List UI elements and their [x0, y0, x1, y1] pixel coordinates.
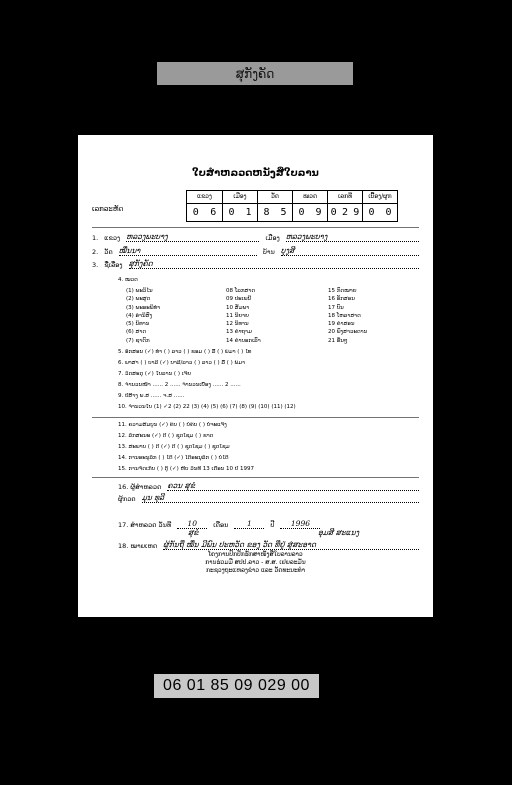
field-label: ແຂວງ [104, 234, 121, 242]
catalog-number: 06 01 85 09 029 00 [163, 677, 310, 694]
field-row-province [92, 231, 419, 242]
field-label: 16. ຜູ້ສຳຫລວດ [118, 483, 162, 491]
divider [92, 477, 419, 478]
form-row: 11. ຄວາມສົມບູນ (✓) ຄົບ ( ) ບໍ່ຄົບ ( ) ບໍ່ຈະແຈ້ງ [118, 422, 227, 428]
category-option: 19 ຄຳສອນ [328, 321, 355, 328]
code-cell [362, 191, 397, 221]
code-header: ວັດ [258, 191, 292, 204]
category-option: 13 ຄຳຖາມ [226, 329, 252, 336]
date-month: 1 [234, 519, 264, 529]
code-cell [292, 191, 327, 221]
form-row: 13. ສະພາບ ( ) ດີ (✓) ດີ ( ) ຊຸດໂຊມ ( ) ຊຸດໂຊມ [118, 444, 230, 450]
category-option: 20 ພົງສາວະດານ [328, 329, 368, 336]
catalog-number-label [154, 674, 319, 698]
code-digit: 0 [192, 207, 199, 218]
field-label: ຊື່ເລື່ອງ [104, 261, 123, 269]
code-digit: 9 [353, 207, 360, 218]
category-option: (3) ພະອະພິທຳ [126, 304, 161, 311]
field-label: ບ້ານ [262, 248, 275, 256]
section4-label: 4. ໝວດ [118, 277, 138, 283]
category-col-1 [126, 287, 160, 345]
category-option: 09 ປະເພນີ [226, 296, 252, 303]
code-value [293, 204, 327, 221]
form-row: 10. ຈຳນວນໃບ (1) ✓2 (2) 22 (3) (4) (5) (6) (7) (8) (9) (10) (11) (12) [118, 404, 296, 410]
checker-row [118, 492, 419, 503]
field-value: ຫລວງພະບາງ [126, 232, 259, 242]
remarks-value: ຜູ້ກັນຖື ໝື່ນ ມີພົນ ປະຫວັດ ຂອງ ວັດ ທີ່ຢູ່ ສູ່ສະອາດ [163, 540, 419, 550]
code-digit: 9 [315, 207, 322, 218]
code-header: ເລກທີ [328, 191, 362, 204]
category-option: (2) ພະສູດ [126, 296, 151, 303]
field-value: ໝື່ນນາ [119, 246, 257, 256]
field-label: ຜູ້ກວດ [118, 495, 136, 503]
code-grid [186, 190, 398, 222]
form-row: 6. ພາສາ ( ) ບາລີ (✓) ບາລີ/ລາວ ( ) ລາວ ( ) ລື້ ( ) ພົມາ [118, 360, 246, 366]
divider [92, 417, 419, 418]
category-option: (4) ອຳນິສົງ [126, 312, 153, 319]
code-value [223, 204, 257, 221]
category-option: 15 ກົດໝາຍ [328, 288, 357, 294]
field-num: 3. [92, 261, 99, 269]
date-day: 10 [177, 519, 207, 529]
field-label: ເດືອນ [213, 521, 229, 529]
category-option: 17 ບົນ [328, 304, 344, 311]
code-cell [222, 191, 257, 221]
category-option: 12 ນິທານ [226, 321, 249, 328]
field-value: ສຸກັງຄັດ [129, 259, 419, 269]
date-year: 1996 [280, 519, 320, 529]
category-option: 10 ສັມພາ [226, 304, 250, 311]
code-digit: 1 [245, 207, 252, 218]
code-digit: 0 [368, 207, 375, 218]
form-title: ໃບສຳຫລວດຫນັງສືໃບລານ [192, 168, 319, 179]
survey-form [78, 135, 433, 617]
banner-text: ສຸກັງຄັດ [235, 66, 275, 81]
code-value [328, 204, 362, 221]
form-row: 5. ອັກສອນ (✓) ທຳ ( ) ລາວ ( ) ຂອມ ( ) ລື້ ( ) ພົມາ ( ) ໄທ [118, 349, 252, 355]
signature-left: ສຸຂໍ [188, 528, 199, 537]
code-digit: 8 [263, 207, 270, 218]
category-col-3 [328, 287, 367, 345]
field-label: 17. ສຳຫລວດ ວັນທີ [118, 521, 172, 529]
category-option: 21 ອື່ນໆ [328, 337, 348, 344]
category-option: 14 ຄຳບອກເລົ່າ [226, 337, 261, 344]
form-row: 9. ປີສ້າງ ພ.ສ ...... ຈ.ສ ...... [118, 393, 185, 399]
code-digit: 0 [298, 207, 305, 218]
field-row-temple [92, 245, 419, 256]
field-label: ວັດ [104, 248, 113, 256]
form-row: 14. ການອະນຸລັກ ( ) ໄດ້ (✓) ໄດ້ອະນຸລັກ ( ) ບໍ່ໄດ້ [118, 455, 229, 461]
signature-right: ອຸມສີ ສະແນງ [318, 528, 360, 537]
field-value: ຫລວງພະບາງ [286, 232, 419, 242]
code-cell [327, 191, 362, 221]
title-banner [157, 62, 353, 85]
category-option: (7) ຊາດົກ [126, 337, 150, 344]
category-option: 11 ນິຍາຍ [226, 312, 249, 319]
code-value [187, 204, 222, 221]
category-option: (1) ພະວິໄນ [126, 288, 153, 294]
code-label: ເລກລະຫັດ [92, 205, 124, 213]
field-num: 1. [92, 234, 99, 242]
divider [92, 227, 419, 228]
footer-line: ກະຊວງຖະແຫລງຂ່າວ ແລະ ວັດທະນະທຳ [206, 567, 305, 574]
field-label: ເມືອງ [265, 234, 280, 242]
category-option: (5) ນິທານ [126, 321, 150, 328]
code-cell [257, 191, 292, 221]
code-digit: 0 [330, 207, 337, 218]
field-value: ຄວນ ສຸຂໍ [167, 481, 419, 491]
category-col-2 [226, 287, 261, 345]
footer-line: ການຮ່ວມມື ສປປ.ລາວ - ສ.ສ. ເຢຍລະມັນ [205, 559, 306, 566]
code-header: ເບື້ອງ/ຜູກ [363, 191, 397, 204]
code-digit: 2 [341, 207, 348, 218]
category-option: 08 ໂລກສາດ [226, 288, 256, 294]
field-value: ມຸນ ທຸລີ [142, 493, 419, 503]
category-option: 18 ໂຫລາສາດ [328, 312, 361, 319]
code-header: ເມືອງ [223, 191, 257, 204]
footer-line: ໂຄງການປົກປັກຮັກສາໜັງສືໃບລານລາວ [208, 551, 303, 558]
field-label: 18. ໝາຍເຫດ [118, 542, 158, 550]
remarks-row [118, 539, 419, 550]
surveyor-row [118, 480, 419, 491]
code-value [258, 204, 292, 221]
code-digit: 0 [385, 207, 392, 218]
code-digit: 0 [228, 207, 235, 218]
category-option: (6) ສາດ [126, 329, 147, 336]
category-option: 16 ອັກສອນ [328, 296, 355, 303]
code-header: ໝວດ [293, 191, 327, 204]
code-digit: 6 [210, 207, 217, 218]
form-footer [78, 551, 433, 575]
code-cell [187, 191, 222, 221]
field-row-title [92, 258, 419, 269]
field-value: ບຸງສີ [281, 246, 419, 256]
form-row: 8. ຈຳນວນໜ້າ ...... 2 ...... ຈຳນວນເບື້ອງ ...... 2 ...... [118, 382, 241, 388]
form-row: 7. ວັດສະດຸ (✓) ໃບລານ ( ) ເຈ້ຍ [118, 371, 192, 377]
form-row: 15. ການຈັດເກັບ ( ) ຕູ້ (✓) ຫີບ ວັນທີ 13 ເດືອນ 10 ປີ 1997 [118, 466, 254, 472]
form-row: 12. ລັກສະນະ (✓) ດີ ( ) ຊຸດໂຊມ ( ) ຂາດ [118, 433, 214, 439]
code-digit: 5 [280, 207, 287, 218]
field-num: 2. [92, 248, 99, 256]
code-value [363, 204, 397, 221]
field-label: ປີ [270, 521, 275, 529]
code-header: ແຂວງ [187, 191, 222, 204]
